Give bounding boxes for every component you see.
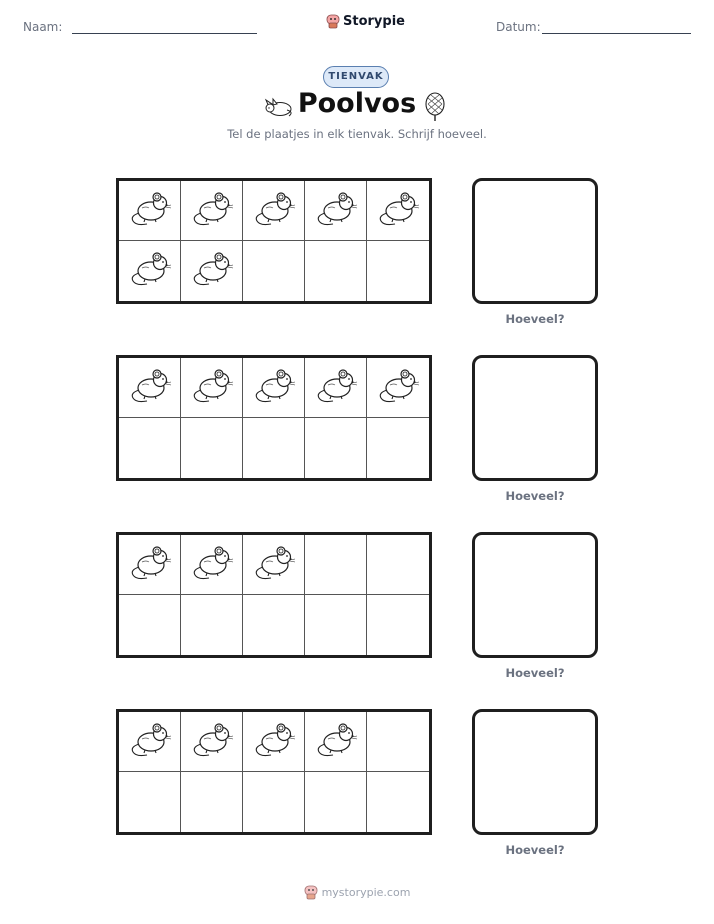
brand-name: Storypie: [343, 13, 405, 29]
mouse-icon: [189, 720, 235, 764]
ten-frame-cell: [305, 595, 367, 655]
mouse-icon: [127, 720, 173, 764]
date-label: Datum:: [496, 20, 541, 34]
ten-frame-cell: [119, 241, 181, 301]
ten-frame-cell: [367, 712, 429, 772]
ten-frame-cell: [243, 595, 305, 655]
ten-frame-cell: [119, 595, 181, 655]
ten-frame-cell: [367, 181, 429, 241]
mouse-icon: [127, 189, 173, 233]
mouse-icon: [313, 189, 359, 233]
mouse-icon: [127, 366, 173, 410]
mouse-icon: [251, 720, 297, 764]
ten-frame-cell: [305, 772, 367, 832]
ten-frame-cell: [181, 712, 243, 772]
ten-frame: [116, 355, 432, 481]
ten-frame: [116, 709, 432, 835]
ten-frame-cell: [181, 181, 243, 241]
answer-label: Hoeveel?: [505, 843, 565, 857]
exercise-2: [0, 355, 714, 525]
ten-frame-cell: [181, 418, 243, 478]
mouse-icon: [313, 720, 359, 764]
brand-logo: [326, 13, 405, 29]
answer-label: Hoeveel?: [505, 312, 565, 326]
ten-frame-cell: [181, 595, 243, 655]
name-label: Naam:: [23, 20, 63, 34]
ten-frame-cell: [367, 595, 429, 655]
mouse-icon: [127, 249, 173, 293]
storypie-mascot-icon: [304, 884, 318, 900]
ten-frame-cell: [181, 772, 243, 832]
ten-frame-cell: [119, 181, 181, 241]
ten-frame-cell: [243, 181, 305, 241]
ten-frame-cell: [181, 241, 243, 301]
ten-frame: [116, 532, 432, 658]
ten-frame-cell: [243, 772, 305, 832]
ten-frame-cell: [305, 418, 367, 478]
ten-frame-cell: [243, 418, 305, 478]
answer-label: Hoeveel?: [505, 489, 565, 503]
ten-frame-cell: [119, 712, 181, 772]
ten-frame-cell: [119, 535, 181, 595]
name-line[interactable]: [72, 33, 257, 34]
ten-frame: [116, 178, 432, 304]
instruction-text: Tel de plaatjes in elk tienvak. Schrijf hoeveel.: [227, 127, 487, 141]
mouse-icon: [375, 189, 421, 233]
mouse-icon: [189, 366, 235, 410]
ten-frame-cell: [367, 418, 429, 478]
answer-label: Hoeveel?: [505, 666, 565, 680]
ten-frame-cell: [243, 535, 305, 595]
exercise-1: [0, 178, 714, 348]
mouse-icon: [189, 249, 235, 293]
ten-frame-cell: [305, 535, 367, 595]
answer-box[interactable]: [472, 532, 598, 658]
ten-frame-cell: [305, 712, 367, 772]
answer-box[interactable]: [472, 355, 598, 481]
exercise-4: [0, 709, 714, 879]
mouse-icon: [251, 189, 297, 233]
ten-frame-cell: [181, 358, 243, 418]
ten-frame-cell: [119, 358, 181, 418]
snowshoe-icon: [424, 92, 446, 122]
ten-frame-cell: [243, 358, 305, 418]
ten-frame-cell: [305, 181, 367, 241]
footer: [0, 884, 714, 900]
answer-box[interactable]: [472, 178, 598, 304]
worksheet-type-badge: TIENVAK: [323, 66, 389, 88]
exercise-3: [0, 532, 714, 702]
footer-url: mystorypie.com: [321, 885, 411, 899]
ten-frame-cell: [119, 418, 181, 478]
mouse-icon: [189, 189, 235, 233]
mouse-icon: [375, 366, 421, 410]
mouse-icon: [251, 543, 297, 587]
mouse-icon: [313, 366, 359, 410]
ten-frame-cell: [367, 358, 429, 418]
ten-frame-cell: [305, 241, 367, 301]
answer-box[interactable]: [472, 709, 598, 835]
ten-frame-cell: [305, 358, 367, 418]
ten-frame-cell: [119, 772, 181, 832]
ten-frame-cell: [367, 535, 429, 595]
mouse-icon: [127, 543, 173, 587]
ten-frame-cell: [243, 712, 305, 772]
mouse-icon: [189, 543, 235, 587]
ten-frame-cell: [243, 241, 305, 301]
mouse-icon: [251, 366, 297, 410]
page-title: Poolvos: [297, 88, 417, 119]
storypie-mascot-icon: [326, 13, 340, 29]
date-line[interactable]: [542, 33, 691, 34]
ten-frame-cell: [181, 535, 243, 595]
ten-frame-cell: [367, 241, 429, 301]
ten-frame-cell: [367, 772, 429, 832]
page-title-wrap: [0, 88, 714, 119]
